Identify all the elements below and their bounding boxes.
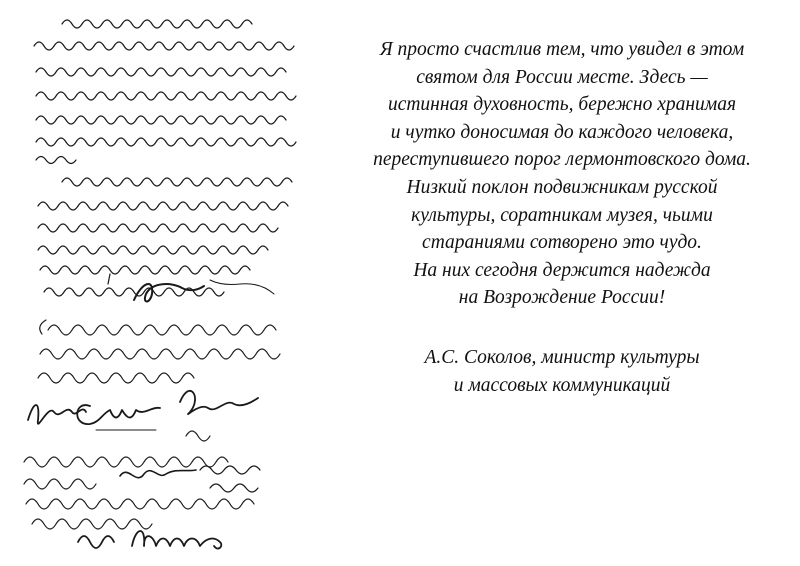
handwriting-body: [34, 20, 296, 296]
transcription-line: и чутко доносимая до каждого человека,: [390, 121, 734, 143]
transcription-body: [352, 36, 772, 312]
dementiev-signature: [78, 531, 221, 549]
transcription-line: Я просто счастлив тем, что увидел в этом: [379, 39, 745, 60]
transcription-line: На них сегодня держится надежда: [413, 259, 711, 281]
transcription-signature: [352, 344, 772, 399]
handwriting-footer: [24, 457, 260, 529]
transcription-line: святом для России месте. Здесь —: [416, 66, 708, 88]
transcription-line: переступившего порог лермонтовского дома.: [373, 149, 751, 171]
transcription-line: культуры, соратникам музея, чьими: [411, 204, 713, 226]
transcription-line: Низкий поклон подвижникам русской: [406, 176, 718, 198]
handwritten-guestbook-scan: [0, 0, 320, 566]
signature-line: и массовых коммуникаций: [453, 374, 671, 396]
minister-caption-scribble: [38, 320, 280, 383]
cosigner-signatures: [28, 391, 258, 441]
signature-line: А.С. Соколов, министр культуры: [424, 346, 700, 368]
minister-signature: [134, 280, 274, 302]
typed-transcription: [352, 36, 772, 399]
transcription-line: стараниями сотворено это чудо.: [422, 232, 702, 254]
transcription-line: на Возрождение России!: [458, 287, 666, 309]
transcription-line: истинная духовность, бережно хранимая: [387, 94, 737, 116]
